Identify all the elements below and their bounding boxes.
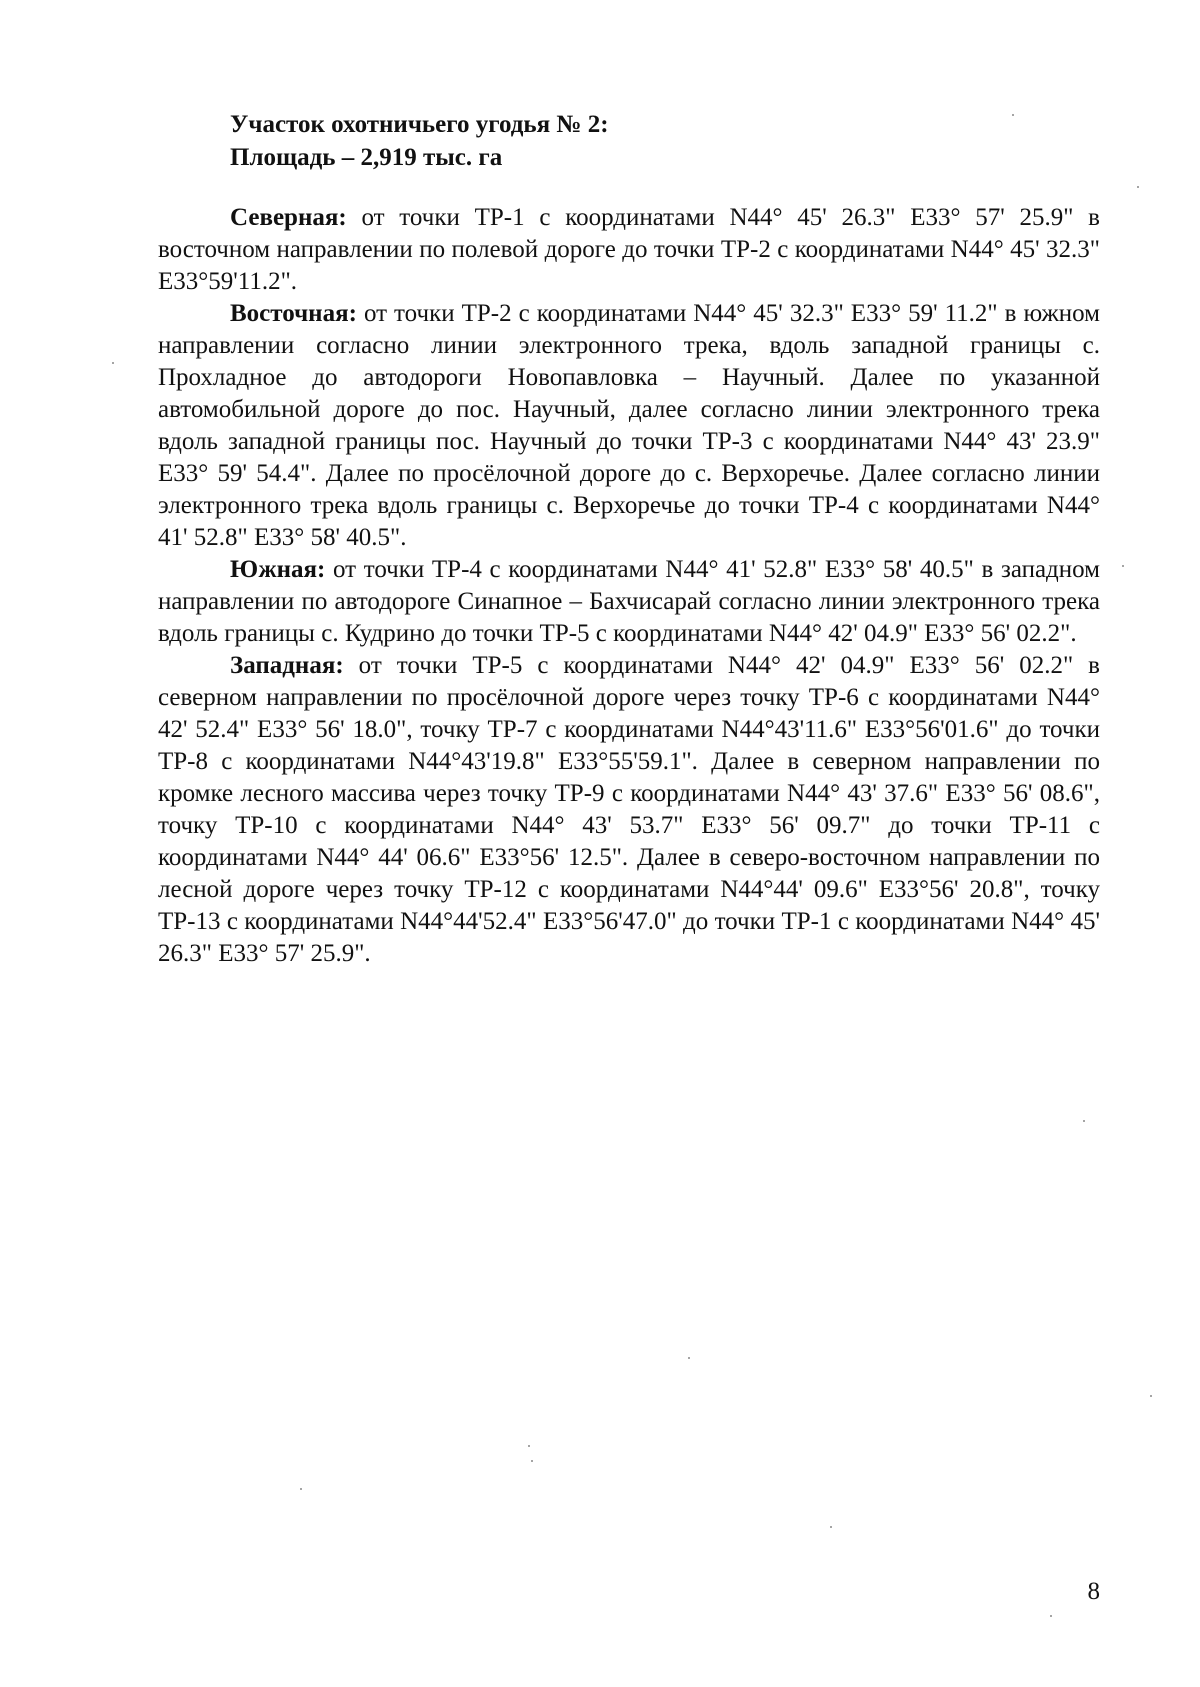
- scan-speck: [112, 362, 114, 364]
- section-south-label: Южная:: [230, 556, 326, 583]
- section-south: [158, 554, 1100, 650]
- boundary-description: [158, 202, 1100, 970]
- section-east-label: Восточная:: [230, 300, 357, 327]
- scan-speck: [300, 1488, 302, 1490]
- section-west-label: Западная:: [230, 652, 344, 679]
- scan-speck: [1012, 114, 1014, 116]
- scan-speck: [830, 1526, 832, 1528]
- scan-speck: [1137, 186, 1139, 188]
- page-number: 8: [1087, 1578, 1100, 1605]
- section-north-label: Северная:: [230, 204, 347, 231]
- scan-speck: [1122, 565, 1124, 567]
- document-heading: [230, 108, 609, 174]
- heading-title: Участок охотничьего угодья № 2:: [230, 111, 609, 138]
- section-east: [158, 298, 1100, 554]
- section-west-text: от точки ТР-5 с координатами N44° 42' 04.9" E33° 56' 02.2" в северном направлении по просёлочной дороге через точку ТР-6 с координатами N44° 42' 52.4" E33° 56' 18.0", точку ТР-7 с координатами N44°43'11.6" E33°56'01.6" до точки ТР-8 с координатами N44°43'19.8" E33°55'59.1". Далее в северном направлении по кромке лесного массива через точку ТР-9 с координатами N44° 43' 37.6" E33° 56' 08.6", точку ТР-10 с координатами N44° 43' 53.7" E33° 56' 09.7" до точки ТР-11 с координатами N44° 44' 06.6" E33°56' 12.5". Далее в северо-восточном направлении по лесной дороге через точку ТР-12 с координатами N44°44' 09.6" E33°56' 20.8", точку ТР-13 с координатами N44°44'52.4" E33°56'47.0" до точки ТР-1 с координатами N44° 45' 26.3" E33° 57' 25.9".: [158, 652, 1100, 967]
- scan-speck: [528, 1445, 530, 1447]
- section-west: [158, 650, 1100, 970]
- scan-speck: [531, 1460, 533, 1462]
- scan-speck: [1083, 1120, 1085, 1122]
- section-south-text: от точки ТР-4 с координатами N44° 41' 52.8" E33° 58' 40.5" в западном направлении по автодороге Синапное – Бахчисарай согласно линии электронного трека вдоль границы с. Кудрино до точки ТР-5 с координатами N44° 42' 04.9" E33° 56' 02.2".: [158, 556, 1100, 647]
- section-north-text: от точки ТР-1 с координатами N44° 45' 26.3" E33° 57' 25.9" в восточном направлении по полевой дороге до точки ТР-2 с координатами N44° 45' 32.3" E33°59'11.2".: [158, 204, 1100, 295]
- section-east-text: от точки ТР-2 с координатами N44° 45' 32.3" E33° 59' 11.2" в южном направлении согласно линии электронного трека, вдоль западной границы с. Прохладное до автодороги Новопавловка – Научный. Далее по указанной автомобильной дороге до пос. Научный, далее согласно линии электронного трека вдоль западной границы пос. Научный до точки ТР-3 с координатами N44° 43' 23.9" E33° 59' 54.4". Далее по просёлочной дороге до с. Верхоречье. Далее согласно линии электронного трека вдоль границы с. Верхоречье до точки ТР-4 с координатами N44° 41' 52.8" E33° 58' 40.5".: [158, 300, 1100, 551]
- section-north: [158, 202, 1100, 298]
- heading-area: Площадь – 2,919 тыс. га: [230, 144, 503, 171]
- scan-speck: [688, 1357, 690, 1359]
- scan-speck: [1050, 1615, 1052, 1617]
- scan-speck: [1150, 1395, 1152, 1397]
